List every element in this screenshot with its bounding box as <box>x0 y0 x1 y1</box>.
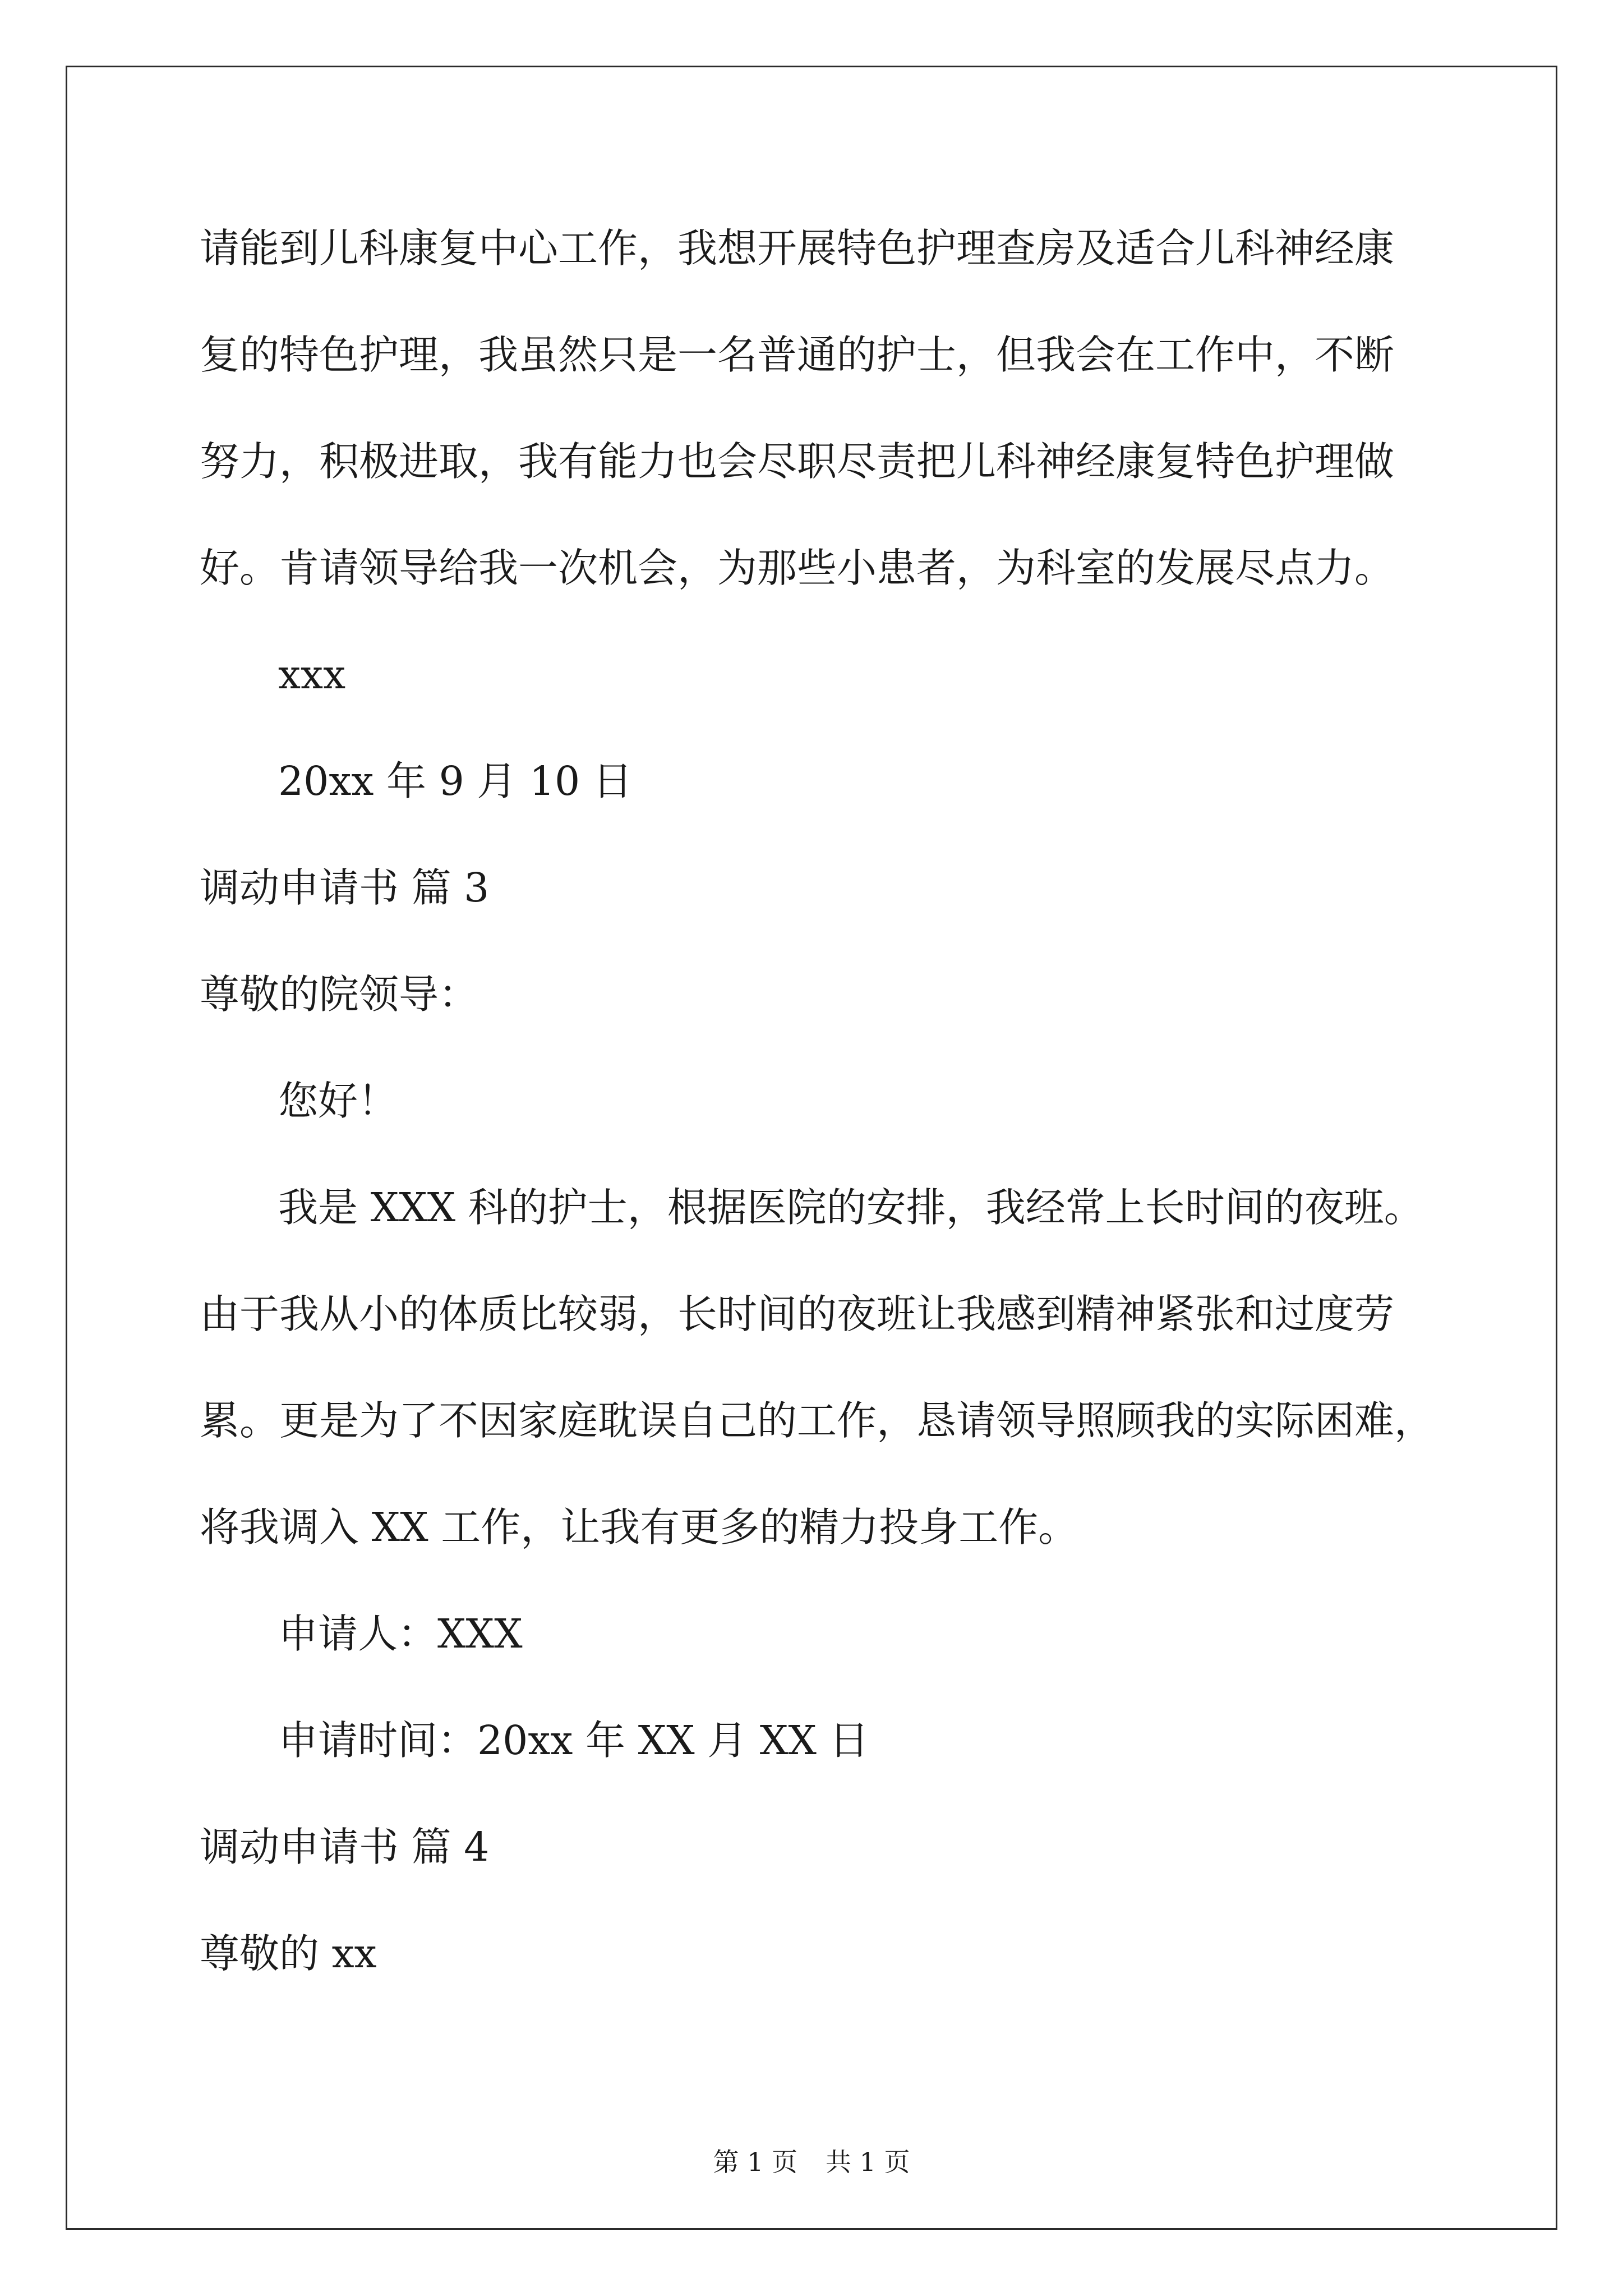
paragraph-line: 由于我从小的体质比较弱，长时间的夜班让我感到精神紧张和过度劳 <box>200 1291 1395 1337</box>
signature-date: 20xx 年 9 月 10 日 <box>278 758 633 804</box>
paragraph-line: 复的特色护理，我虽然只是一名普通的护士，但我会在工作中，不断 <box>200 332 1395 378</box>
paragraph-line: 好。肯请领导给我一次机会，为那些小患者，为科室的发展尽点力。 <box>200 545 1395 591</box>
salutation: 尊敬的 xx <box>200 1930 377 1977</box>
application-date: 申请时间：20xx 年 XX 月 XX 日 <box>278 1717 869 1764</box>
paragraph-line: 累。更是为了不因家庭耽误自己的工作，恳请领导照顾我的实际困难， <box>200 1397 1435 1444</box>
document-body <box>200 215 1433 2027</box>
paragraph-line: 我是 XXX 科的护士，根据医院的安排，我经常上长时间的夜班。 <box>278 1184 1424 1231</box>
paragraph-line: 将我调入 XX 工作，让我有更多的精力投身工作。 <box>200 1504 1078 1550</box>
paragraph-line: 努力，积极进取，我有能力也会尽职尽责把儿科神经康复特色护理做 <box>200 438 1395 485</box>
paragraph-line: 请能到儿科康复中心工作，我想开展特色护理查房及适合儿科神经康 <box>200 225 1395 272</box>
applicant-name: 申请人：XXX <box>278 1611 523 1657</box>
greeting: 您好！ <box>278 1078 398 1124</box>
page-footer <box>0 2142 1623 2179</box>
section-heading: 调动申请书 篇 4 <box>200 1824 490 1870</box>
section-heading: 调动申请书 篇 3 <box>200 864 490 911</box>
page-number-total: 共 1 页 <box>826 2147 910 2177</box>
signature-name: xxx <box>278 651 346 698</box>
salutation: 尊敬的院领导： <box>200 971 479 1018</box>
page-number-current: 第 1 页 <box>713 2147 797 2177</box>
